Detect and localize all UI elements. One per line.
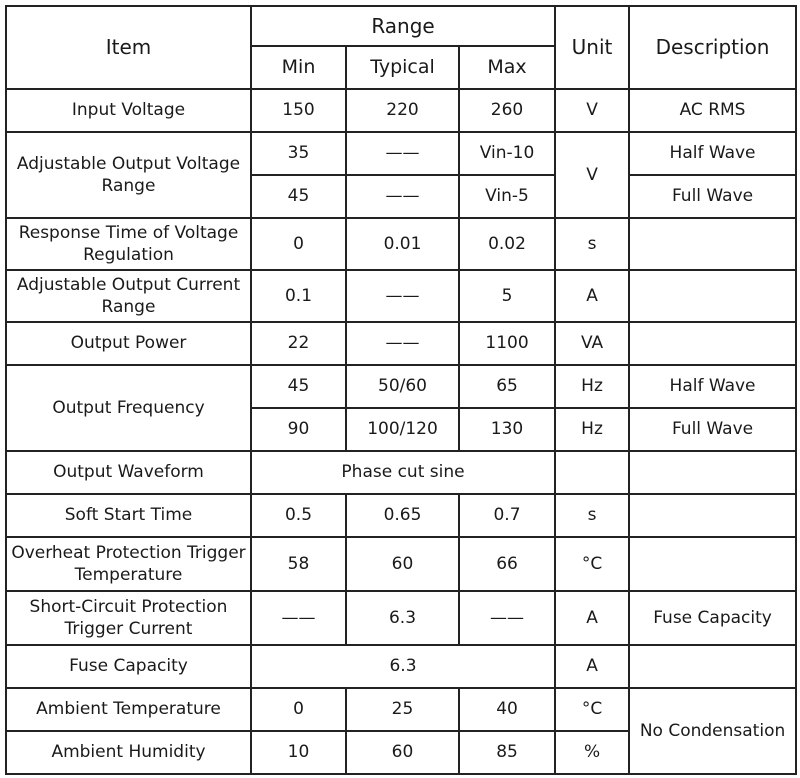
- header-unit: Unit: [555, 6, 629, 89]
- unit-cell: s: [555, 494, 629, 537]
- item-cell: Adjustable Output Voltage Range: [6, 132, 251, 218]
- unit-cell: V: [555, 89, 629, 132]
- typical-cell: 100/120: [346, 408, 459, 451]
- description-cell: Fuse Capacity: [629, 591, 796, 645]
- item-cell: Output Frequency: [6, 365, 251, 451]
- min-cell: 45: [251, 365, 346, 408]
- item-cell: Input Voltage: [6, 89, 251, 132]
- item-cell: Response Time of Voltage Regulation: [6, 218, 251, 270]
- max-cell: Vin-5: [459, 175, 555, 218]
- description-cell: [629, 494, 796, 537]
- item-cell: Short-Circuit Protection Trigger Current: [6, 591, 251, 645]
- min-cell: 0: [251, 688, 346, 731]
- row-soft-start-time: [6, 494, 796, 537]
- min-cell: 58: [251, 537, 346, 591]
- unit-cell: °C: [555, 537, 629, 591]
- unit-cell: Hz: [555, 365, 629, 408]
- max-cell: 66: [459, 537, 555, 591]
- typical-cell: 6.3: [346, 591, 459, 645]
- max-cell: 5: [459, 270, 555, 322]
- max-cell: 0.7: [459, 494, 555, 537]
- header-description: Description: [629, 6, 796, 89]
- row-short-circuit-protection: [6, 591, 796, 645]
- item-cell: Adjustable Output Current Range: [6, 270, 251, 322]
- header-item: Item: [6, 6, 251, 89]
- min-cell: 90: [251, 408, 346, 451]
- row-adjustable-output-voltage-half: [6, 132, 796, 175]
- max-cell: 1100: [459, 322, 555, 365]
- min-cell: 0.1: [251, 270, 346, 322]
- description-cell: Half Wave: [629, 365, 796, 408]
- typical-cell: 0.65: [346, 494, 459, 537]
- unit-cell: [555, 451, 629, 494]
- typical-cell: ——: [346, 132, 459, 175]
- min-cell: 0: [251, 218, 346, 270]
- range-value-cell: Phase cut sine: [251, 451, 555, 494]
- min-cell: 150: [251, 89, 346, 132]
- item-cell: Output Waveform: [6, 451, 251, 494]
- header-range: Range: [251, 6, 555, 46]
- unit-cell: A: [555, 591, 629, 645]
- item-cell: Overheat Protection Trigger Temperature: [6, 537, 251, 591]
- description-cell: Full Wave: [629, 175, 796, 218]
- row-response-time: [6, 218, 796, 270]
- typical-cell: 50/60: [346, 365, 459, 408]
- header-row-1: [6, 6, 796, 46]
- description-cell: Full Wave: [629, 408, 796, 451]
- max-cell: 65: [459, 365, 555, 408]
- range-value-cell: 6.3: [251, 645, 555, 688]
- row-adjustable-output-current: [6, 270, 796, 322]
- row-output-waveform: [6, 451, 796, 494]
- item-cell: Ambient Temperature: [6, 688, 251, 731]
- header-typical: Typical: [346, 46, 459, 89]
- max-cell: 40: [459, 688, 555, 731]
- min-cell: 10: [251, 731, 346, 774]
- typical-cell: ——: [346, 175, 459, 218]
- description-cell: Half Wave: [629, 132, 796, 175]
- unit-cell: A: [555, 270, 629, 322]
- row-output-power: [6, 322, 796, 365]
- unit-cell: %: [555, 731, 629, 774]
- description-cell: [629, 645, 796, 688]
- description-cell: [629, 451, 796, 494]
- max-cell: ——: [459, 591, 555, 645]
- unit-cell: °C: [555, 688, 629, 731]
- max-cell: 85: [459, 731, 555, 774]
- unit-cell: Hz: [555, 408, 629, 451]
- unit-cell: A: [555, 645, 629, 688]
- min-cell: 45: [251, 175, 346, 218]
- max-cell: 130: [459, 408, 555, 451]
- description-cell: No Condensation: [629, 688, 796, 774]
- header-min: Min: [251, 46, 346, 89]
- min-cell: 22: [251, 322, 346, 365]
- item-cell: Fuse Capacity: [6, 645, 251, 688]
- description-cell: [629, 537, 796, 591]
- min-cell: 35: [251, 132, 346, 175]
- description-cell: [629, 270, 796, 322]
- typical-cell: 60: [346, 537, 459, 591]
- item-cell: Output Power: [6, 322, 251, 365]
- typical-cell: 25: [346, 688, 459, 731]
- row-overheat-protection: [6, 537, 796, 591]
- item-cell: Soft Start Time: [6, 494, 251, 537]
- typical-cell: ——: [346, 322, 459, 365]
- typical-cell: 220: [346, 89, 459, 132]
- row-ambient-temperature: [6, 688, 796, 731]
- typical-cell: ——: [346, 270, 459, 322]
- item-cell: Ambient Humidity: [6, 731, 251, 774]
- description-cell: AC RMS: [629, 89, 796, 132]
- max-cell: 0.02: [459, 218, 555, 270]
- header-max: Max: [459, 46, 555, 89]
- row-fuse-capacity: [6, 645, 796, 688]
- max-cell: 260: [459, 89, 555, 132]
- max-cell: Vin-10: [459, 132, 555, 175]
- typical-cell: 60: [346, 731, 459, 774]
- min-cell: ——: [251, 591, 346, 645]
- unit-cell: s: [555, 218, 629, 270]
- unit-cell: VA: [555, 322, 629, 365]
- row-input-voltage: [6, 89, 796, 132]
- description-cell: [629, 218, 796, 270]
- spec-table: [5, 5, 797, 775]
- min-cell: 0.5: [251, 494, 346, 537]
- unit-cell: V: [555, 132, 629, 218]
- row-output-frequency-half: [6, 365, 796, 408]
- typical-cell: 0.01: [346, 218, 459, 270]
- description-cell: [629, 322, 796, 365]
